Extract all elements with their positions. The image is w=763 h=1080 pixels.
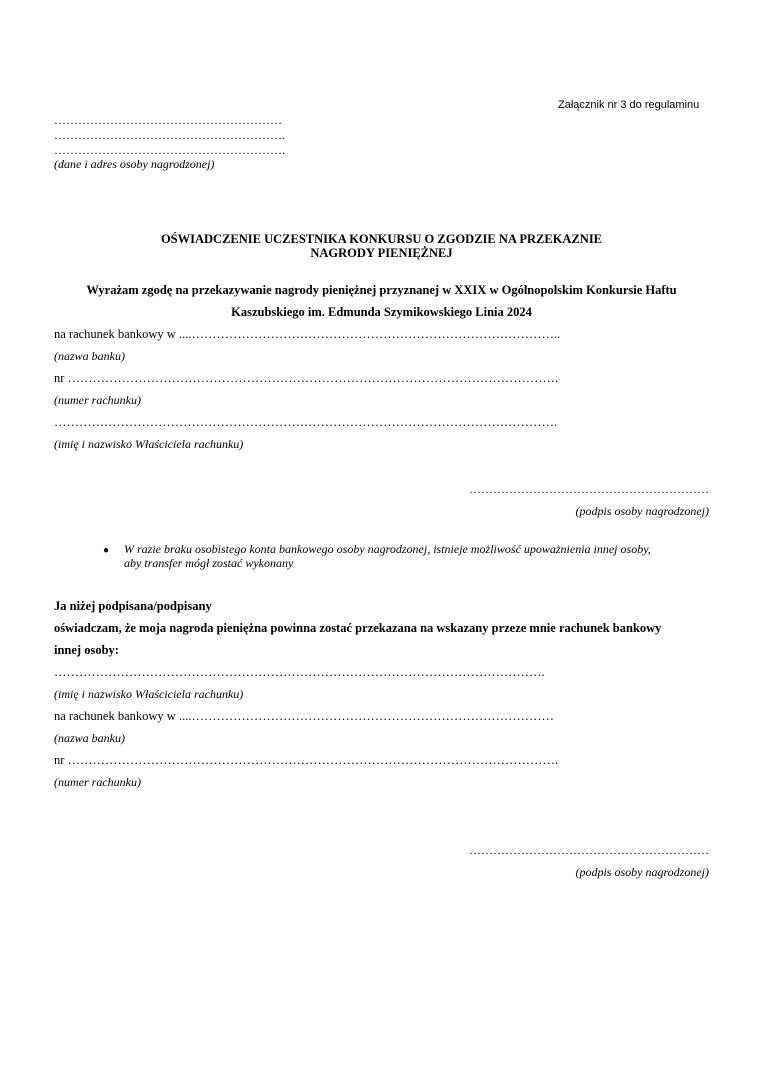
consent-line-2: Kaszubskiego im. Edmunda Szymikowskiego Linia 2024 [231, 305, 532, 319]
account-number-line-2: nr ………………………………………………………………………………………………………. [54, 753, 559, 767]
consent-line-1: Wyrażam zgodę na przekazywanie nagrody pieniężnej przyznanej w XXIX w Ogólnopolskim Konkursie Haftu [86, 283, 677, 297]
address-line-2: …………………………………………………. [54, 128, 285, 142]
bank-name-caption-2: (nazwa banku) [54, 731, 125, 745]
note-line-1: W razie braku osobistego konta bankowego osoby nagrodzonej, istnieje możliwość upoważnienia innej osoby, [124, 542, 651, 556]
address-caption: (dane i adres osoby nagrodzonej) [54, 157, 215, 171]
declaration-line-3: innej osoby: [54, 643, 119, 657]
address-line-1: ………………………………………………… [54, 113, 282, 127]
bank-name-line: na rachunek bankowy w ....…………………………………………………………………………….. [54, 327, 561, 341]
account-owner-line-2: ………………………………………………………………………………………………………. [54, 665, 545, 679]
account-owner-line: …………………………………………………………………………………………………………. [54, 415, 558, 429]
bank-name-caption: (nazwa banku) [54, 349, 125, 363]
account-number-caption: (numer rachunku) [54, 393, 141, 407]
account-number-caption-2: (numer rachunku) [54, 775, 141, 789]
document-title-line-1: OŚWIADCZENIE UCZESTNIKA KONKURSU O ZGODZIE NA PRZEKAZNIE [160, 232, 603, 246]
declaration-line-1: Ja niżej podpisana/podpisany [54, 599, 212, 613]
signature-line-1: …………………………………………………… [469, 482, 709, 496]
account-owner-caption: (imię i nazwisko Właściciela rachunku) [54, 437, 244, 451]
signature-line-2: …………………………………………………… [469, 843, 709, 857]
address-line-3: …………………………………………………. [54, 143, 285, 157]
document-title-line-2: NAGRODY PIENIĘŻNEJ [310, 246, 453, 260]
signature-caption-2: (podpis osoby nagrodzonej) [575, 865, 709, 879]
note-line-2: aby transfer mógł zostać wykonany [124, 556, 294, 570]
annex-label: Załącznik nr 3 do regulaminu [558, 99, 700, 111]
bank-name-line-2: na rachunek bankowy w ....…………………………………………………………………………… [54, 709, 554, 723]
account-number-line: nr ………………………………………………………………………………………………………. [54, 371, 559, 385]
declaration-line-2: oświadczam, że moja nagroda pieniężna powinna zostać przekazana na wskazany przeze mnie rachunek bankowy [54, 621, 662, 635]
account-owner-caption-2: (imię i nazwisko Właściciela rachunku) [54, 687, 244, 701]
signature-caption-1: (podpis osoby nagrodzonej) [575, 504, 709, 518]
bullet-icon: ● [103, 545, 110, 556]
